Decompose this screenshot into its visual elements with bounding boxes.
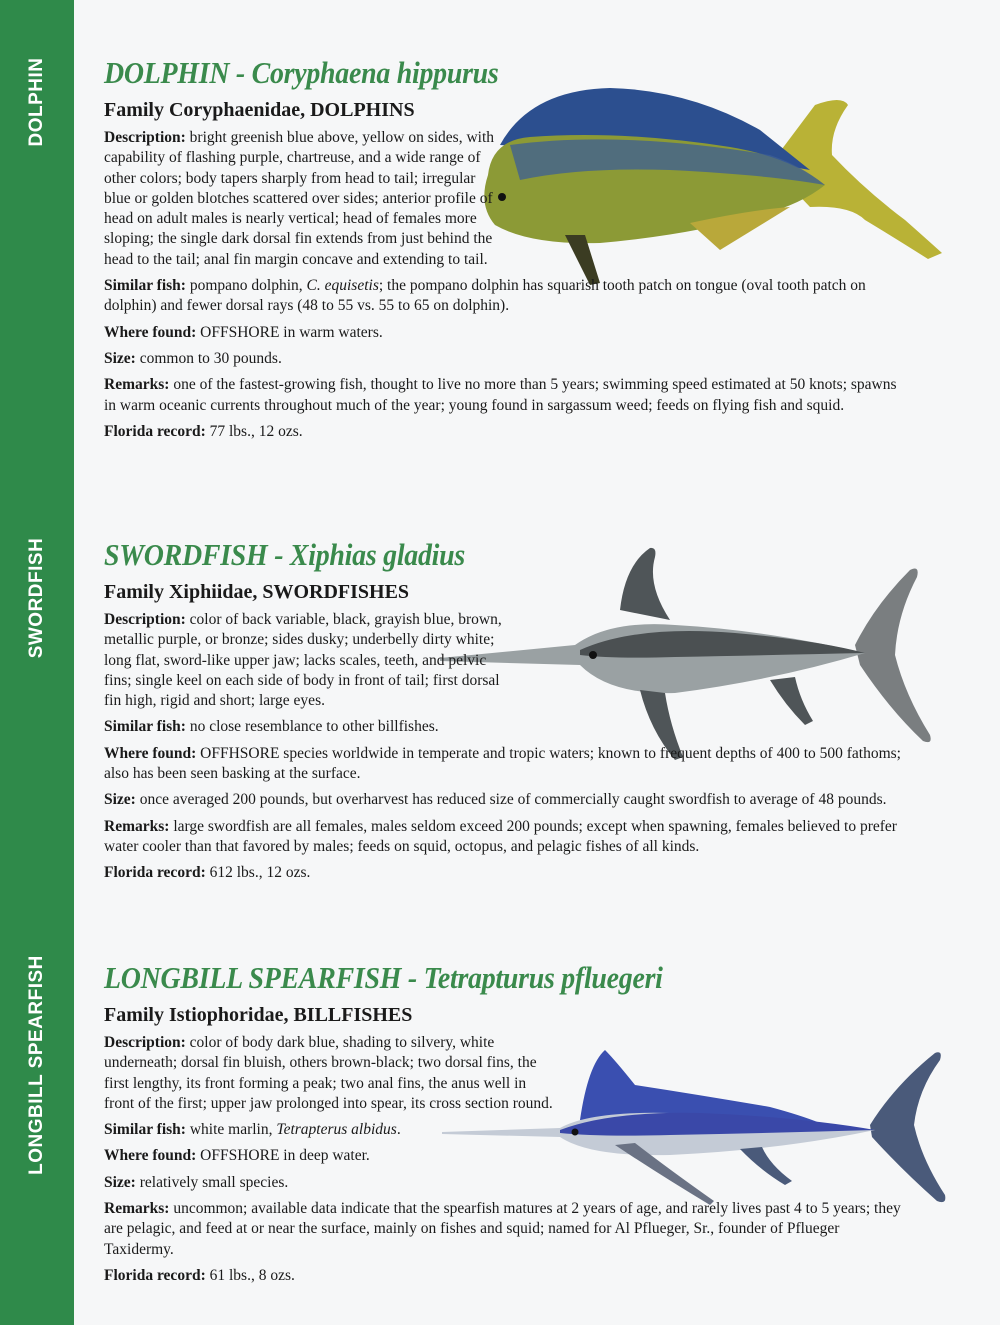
sidebar-strip — [0, 0, 74, 1325]
size-text: common to 30 pounds. — [139, 349, 282, 367]
remarks-label: Remarks: — [104, 817, 170, 835]
remarks-text: uncommon; available data indicate that the spearfish matures at 2 years of age, and rarely lives past 4 to 5 years; they are pelagic, and feed at or near the surface, mainly on fishes and squid; named for Al Pflueger, Sr., founder of Pflueger Taxidermy. — [104, 1200, 901, 1258]
description-paragraph — [104, 128, 504, 270]
size-paragraph — [104, 790, 904, 810]
species-title: LONGBILL SPEARFISH - Tetrapturus pfluegeri — [104, 960, 663, 995]
species-title: SWORDFISH - Xiphias gladius — [104, 537, 465, 572]
florida-record-text: 77 lbs., 12 ozs. — [209, 422, 303, 440]
remarks-text: one of the fastest-growing fish, thought to live no more than 5 years; swimming speed estimated at 50 knots; spawns in warm oceanic currents throughout much of the year; young found in sargassum weed; feeds on flying fish and squid. — [104, 376, 897, 414]
size-paragraph — [104, 349, 904, 369]
description-paragraph — [104, 1033, 559, 1114]
florida-record-paragraph — [104, 1266, 904, 1286]
similar-fish-paragraph — [104, 276, 904, 317]
similar-fish-text: no close resemblance to other billfishes. — [189, 718, 439, 736]
scientific-name: Coryphaena hippurus — [251, 55, 499, 90]
sidebar-label-longbill-spearfish: LONGBILL SPEARFISH — [26, 955, 47, 1175]
florida-record-text: 61 lbs., 8 ozs. — [209, 1266, 295, 1284]
where-found-text: OFFHSORE species worldwide in temperate and tropic waters; known to frequent depths of 400 to 500 fathoms; also has been seen basking at the surface. — [104, 744, 901, 783]
size-paragraph — [104, 1173, 904, 1193]
remarks-paragraph — [104, 817, 904, 858]
sidebar-label-swordfish: SWORDFISH — [26, 537, 47, 659]
description-paragraph — [104, 610, 504, 711]
similar-fish-label: Similar fish: — [104, 1121, 186, 1139]
where-found-label: Where found: — [104, 1147, 197, 1165]
where-found-paragraph — [104, 1146, 904, 1166]
description-label: Description: — [104, 129, 186, 146]
family-heading: Family Xiphiidae, SWORDFISHES — [104, 581, 410, 603]
remarks-paragraph — [104, 375, 904, 416]
similar-fish-paragraph — [104, 1120, 904, 1140]
size-text: relatively small species. — [139, 1173, 289, 1191]
common-name: LONGBILL SPEARFISH — [104, 960, 402, 995]
similar-fish-text: pompano dolphin, — [189, 277, 303, 295]
description-text: bright greenish blue above, yellow on sides, with capability of flashing purple, chartreuse, and a wide range of other colors; body tapers sharply from head to tail; irregular blue or golden blotches scattered over sides; anterior profile of head on adult males is nearly vertical; head of females more sloping; the single dark dorsal fin extends from just behind the head to the tail; anal fin margin concave and extending to tail. — [104, 129, 495, 268]
florida-record-label: Florida record: — [104, 422, 206, 440]
similar-fish-label: Similar fish: — [104, 277, 186, 295]
size-label: Size: — [104, 1173, 136, 1191]
sidebar-label-dolphin: DOLPHIN — [26, 57, 47, 147]
where-found-label: Where found: — [104, 323, 197, 341]
description-label: Description: — [104, 611, 186, 628]
size-text: once averaged 200 pounds, but overharvest has reduced size of commercially caught swordfish to average of 48 pounds. — [139, 791, 887, 809]
florida-record-label: Florida record: — [104, 864, 206, 882]
family-heading: Family Istiophoridae, BILLFISHES — [104, 1004, 413, 1026]
where-found-text: OFFSHORE in deep water. — [200, 1147, 370, 1165]
remarks-label: Remarks: — [104, 376, 170, 394]
where-found-label: Where found: — [104, 744, 197, 762]
common-name: SWORDFISH — [104, 537, 268, 572]
common-name: DOLPHIN — [104, 55, 230, 90]
florida-record-paragraph — [104, 422, 904, 442]
size-label: Size: — [104, 349, 136, 367]
similar-fish-species: Tetrapterus albidus — [276, 1121, 397, 1139]
scientific-name: Xiphias gladius — [289, 537, 465, 572]
similar-fish-text-rest: ; the pompano dolphin has squarish tooth patch on tongue (oval tooth patch on dolphin) and fewer dorsal rays (48 to 55 vs. 55 to 65 on dolphin). — [104, 277, 866, 315]
florida-record-paragraph — [104, 863, 904, 883]
description-label: Description: — [104, 1034, 186, 1051]
description-text: color of back variable, black, grayish blue, brown, metallic purple, or bronze; sides dusky; underbelly dirty white; long flat, sword-like upper jaw; lacks scales, teeth, and pelvic fins; single keel on each side of body in front of tail; first dorsal fin high, rigid and short; large eyes. — [104, 611, 502, 710]
scientific-name: Tetrapturus pfluegeri — [423, 960, 663, 995]
remarks-text: large swordfish are all females, males seldom exceed 200 pounds; except when spawning, females believed to prefer water cooler than that favored by males; feeds on squid, octopus, and pelagic fishes of all kinds. — [104, 817, 897, 855]
species-dolphin — [104, 55, 904, 448]
size-label: Size: — [104, 791, 136, 809]
florida-record-label: Florida record: — [104, 1266, 206, 1284]
similar-fish-text-rest: . — [396, 1121, 401, 1139]
species-longbill-spearfish — [104, 960, 904, 1292]
species-swordfish — [104, 537, 904, 890]
similar-fish-label: Similar fish: — [104, 718, 186, 736]
remarks-paragraph — [104, 1199, 904, 1260]
florida-record-text: 612 lbs., 12 ozs. — [209, 864, 311, 882]
remarks-label: Remarks: — [104, 1200, 170, 1218]
where-found-paragraph — [104, 744, 904, 785]
description-text: color of body dark blue, shading to silvery, white underneath; dorsal fin bluish, others brown-black; two dorsal fins, the first lengthy, its front forming a peak; two anal fins, the anus well in front of the first; upper jaw prolonged into spear, its cross section round. — [104, 1034, 553, 1112]
similar-fish-species: C. equisetis — [306, 277, 379, 295]
where-found-paragraph — [104, 323, 904, 343]
similar-fish-text: white marlin, — [189, 1121, 273, 1139]
family-heading: Family Coryphaenidae, DOLPHINS — [104, 99, 415, 121]
where-found-text: OFFSHORE in warm waters. — [200, 323, 383, 341]
similar-fish-paragraph — [104, 717, 904, 737]
species-title: DOLPHIN - Coryphaena hippurus — [104, 55, 499, 90]
